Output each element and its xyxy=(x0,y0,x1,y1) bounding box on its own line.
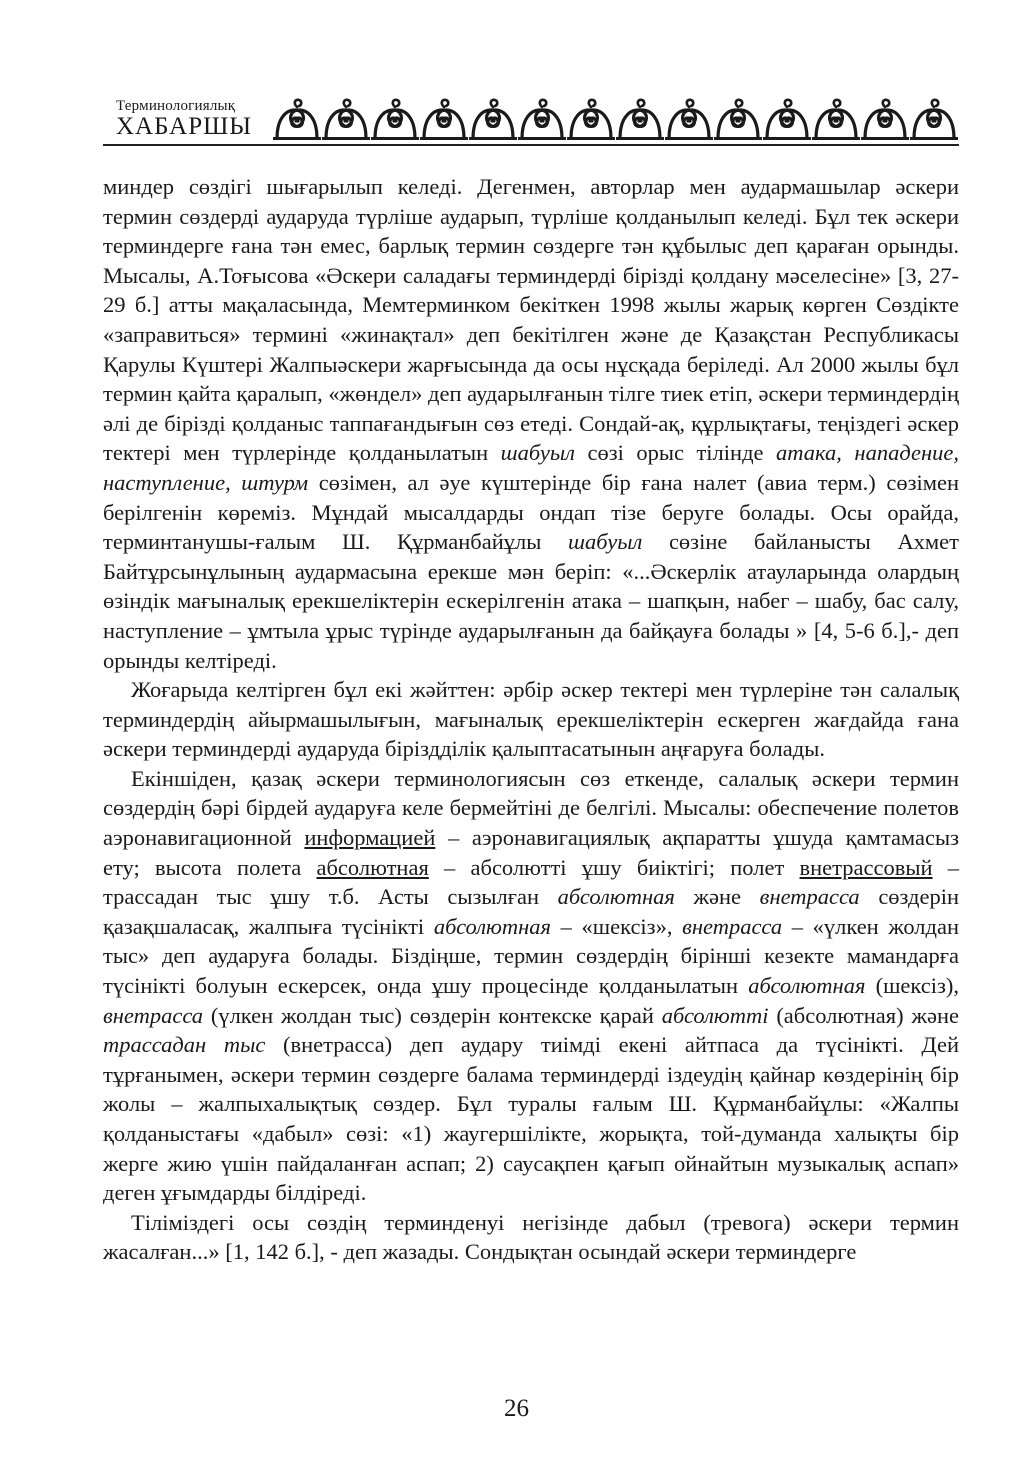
underlined-term: внетрассовый xyxy=(799,854,933,880)
text-run: миндер сөздігі шығарылып келеді. Дегенмен, авторлар мен аудармашылар әскери термин сөздерді аударуда түрліше аударып, түрліше қолданылып келеді. Бұл тек әскери терминдерге ғана тән емес, барлық термин сөздерге тән құбылыс деп қараған орынды. Мысалы, А.Тоғысова «Әскери саладағы терминдерді бірізді қолдану мәселесіне» [3, 27-29 б.] атты мақаласында, Мемтерминком бекіткен 1998 жылы жарық көрген Сөздікте «заправиться» термині «жинақтал» деп бекітілген және де Қазақстан Республикасы Қарулы Күштері Жалпыәскери жарғысында да осы нұсқада беріледі. Ал 2000 жылы бұл термин қайта қаралып, «жөндел» деп аударылғанын тілге тиек етіп, әскери терминдердің әлі де бірізді қолданыс таппағандығын сөз етеді. Сондай-ақ, құрлықтағы, теңіздегі әскер тектері мен түрлерінде қолданылатын xyxy=(103,174,959,466)
page-number: 26 xyxy=(504,1395,529,1422)
paragraph xyxy=(103,1208,959,1267)
text-run: сөзіне байланысты Ахмет Байтұрсынұлының аудармасына ерекше мән беріп: «...Әскерлік атауларында олардың өзіндік мағыналық ерекшеліктерін ескерілгенін атака – шапқын, набег – шабу, бас салу, наступление – ұмтыла ұрыс түрінде аударылғанын да байқауға болады » [4, 5-6 б.],- деп орынды келтіреді. xyxy=(103,529,959,673)
kazakh-ornament-icon xyxy=(273,98,959,142)
journal-subtitle: Терминологиялық xyxy=(116,98,236,114)
italic-term: абсолютная xyxy=(748,973,866,999)
underlined-term: информацией xyxy=(304,825,436,851)
text-run: Жоғарыда келтірген бұл екі жәйттен: әрбір әскер тектері мен түрлеріне тән салалық терминдердің айырмашылығын, мағыналық ерекшеліктерін ескерген жағдайда ғана әскери терминдерді аударуда біріздділік қалыптасатынын аңғаруға болады. xyxy=(103,677,959,762)
text-run: – трассадан тыс ұшу т.б. Асты сызылған xyxy=(103,854,960,910)
italic-term: внетрасса xyxy=(103,1002,204,1028)
italic-term: абсолютная xyxy=(433,913,551,939)
journal-title: ХАБАРШЫ xyxy=(116,113,253,140)
text-run: (үлкен жолдан тыс) сөздерін контекске қарай xyxy=(203,1002,662,1028)
text-run: – аэронавигациялық ақпаратты ұшуда қамтамасыз ету; высота полета xyxy=(103,825,959,880)
text-run: – «шексіз», xyxy=(551,913,683,939)
text-run: және xyxy=(674,884,760,910)
text-run: (шексіз), xyxy=(865,973,959,999)
paragraph xyxy=(103,172,959,675)
italic-term: атака, нападение, наступление, штурм xyxy=(103,440,959,495)
italic-term: внетрасса xyxy=(759,884,860,910)
italic-term: шабуыл xyxy=(500,440,575,466)
text-run: – «үлкен жолдан тыс» деп аударуға болады. Біздіңше, термин сөздердің бірінші кезекте мамандарға түсінікті болуын ескерсек, онда ұшу процесінде қолданылатын xyxy=(103,913,959,999)
text-run: (абсолютная) және xyxy=(768,1002,960,1028)
italic-term: шабуыл xyxy=(568,529,643,555)
article-body xyxy=(103,172,959,1267)
header-rule xyxy=(103,144,959,146)
text-run: Екіншіден, қазақ әскери терминологиясын сөз еткенде, салалық әскери термин сөздердің бәрі бірдей аударуға келе бермейтіні де белгілі. Мысалы: обеспечение полетов аэронавигационной xyxy=(103,765,959,851)
text-run: Тіліміздегі осы сөздің терминденуі негізінде дабыл (тревога) әскери термин жасалған...» [1, 142 б.], - деп жазады. Сондықтан осындай әскери терминдерге xyxy=(103,1209,959,1265)
text-run: сөзімен, ал әуе күштерінде бір ғана налет (авиа терм.) сөзімен берілгенін көреміз. Мұндай мысалдарды ондап тізе беруге болады. Осы орайда, терминтанушы-ғалым Ш. Құрманбайұлы xyxy=(103,469,959,555)
italic-term: трассадан тыс xyxy=(103,1032,266,1058)
text-run: – абсолютті ұшу биіктігі; полет xyxy=(428,854,800,880)
italic-term: абсолютті xyxy=(661,1002,769,1028)
paragraph xyxy=(103,764,959,1208)
italic-term: внетрасса xyxy=(682,913,783,939)
paragraph xyxy=(103,675,959,764)
journal-header xyxy=(103,96,959,144)
text-run: сөздерін қазақшаласақ, жалпыға түсінікті xyxy=(103,884,960,939)
text-run: сөзі орыс тілінде xyxy=(574,440,777,466)
text-run: (внетрасса) деп аудару тиімді екені айтпаса да түсінікті. Дей тұрғанымен, әскери термин сөздерге балама терминдерді іздеудің қайнар көздерінің бір жолы – жалпыхалықтық сөздер. Бұл туралы ғалым Ш. Құрманбайұлы: «Жалпы қолданыстағы «дабыл» сөзі: «1) жаугершілікте, жорықта, той-думанда халықты бір жерге жию үшін пайдаланған аспап; 2) саусақпен қағып ойнайтын музыкалық аспап» деген ұғымдарды білдіреді. xyxy=(103,1032,959,1206)
italic-term: абсолютная xyxy=(557,884,675,910)
underlined-term: абсолютная xyxy=(316,854,429,880)
